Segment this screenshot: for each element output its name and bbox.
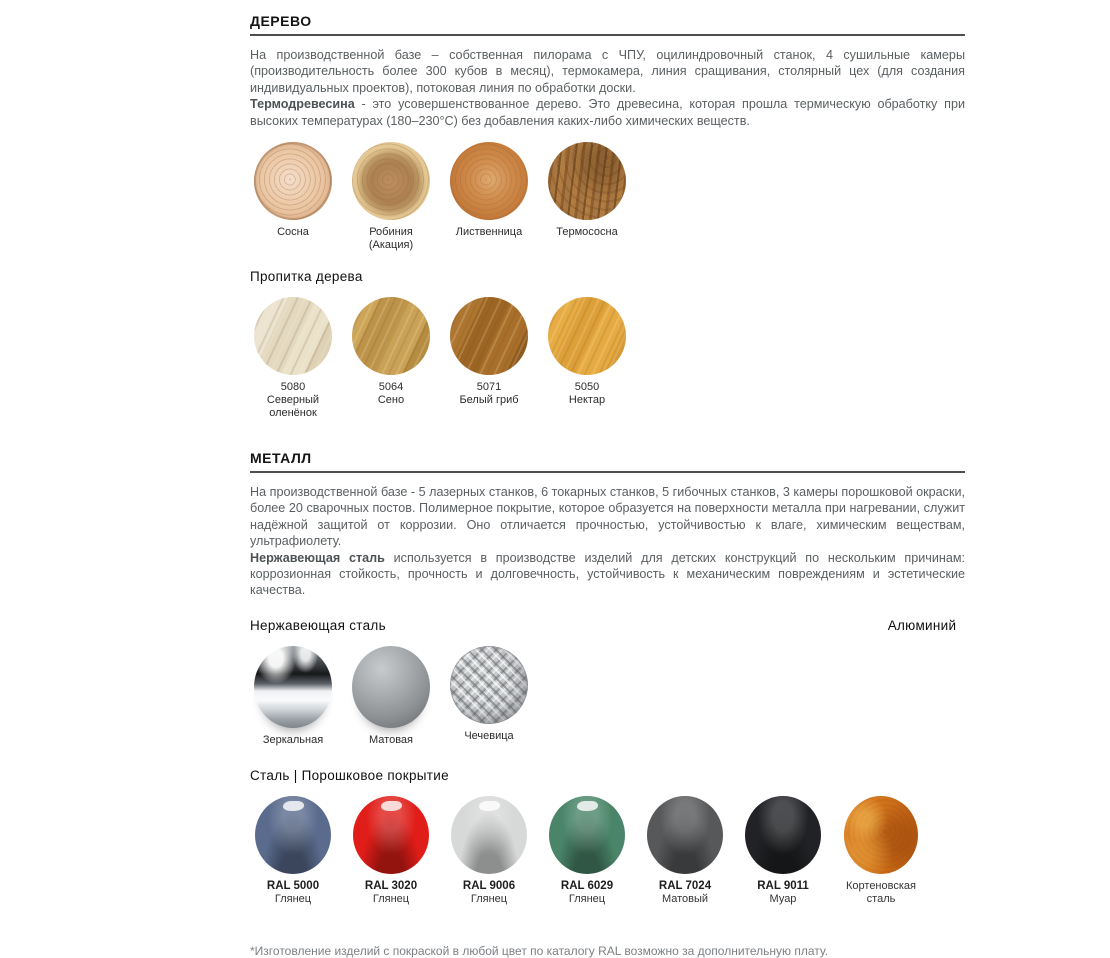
- ral-9011-label: [757, 880, 809, 906]
- ral-6029-swatch: [549, 796, 625, 874]
- stain-5080-label: [250, 381, 336, 420]
- impregnation-title: Пропитка дерева: [250, 269, 363, 285]
- metal-subheadings: [250, 618, 965, 633]
- ral-9006: [446, 796, 532, 906]
- stainless-paragraph: [250, 550, 965, 599]
- ral-7024-swatch: [647, 796, 723, 874]
- stain-5071-swatch: [450, 297, 528, 375]
- thermopine-label: Термососна: [556, 226, 618, 239]
- ral-finish: Матовый: [661, 892, 709, 905]
- thermowood-term: Термодревесина: [250, 97, 355, 112]
- aluminum-heading: Алюминий: [887, 617, 957, 633]
- ral-9011: [740, 796, 826, 906]
- impregnation-5050: [544, 297, 630, 407]
- wood-species-larch: [446, 142, 532, 239]
- ral-finish: Глянец: [568, 892, 606, 905]
- matte-steel-label: Матовая: [369, 733, 413, 746]
- stain-name: Белый гриб: [459, 394, 519, 407]
- stain-5064-label: [378, 381, 404, 407]
- ral-code: RAL 3020: [364, 879, 418, 892]
- larch-swatch: [450, 142, 528, 220]
- stainless-heading: Нержавеющая сталь: [250, 617, 386, 633]
- ral-finish: Муар: [769, 892, 797, 905]
- stain-5064-swatch: [352, 297, 430, 375]
- ral-9011-swatch: [745, 796, 821, 874]
- wood-section-title: ДЕРЕВО: [250, 13, 312, 29]
- thermowood-description: - это усовершенствованное дерево. Это древесина, которая прошла термическую обработку при высоких температурах (180–230°С) без добавления каких-либо химических веществ.: [250, 97, 965, 128]
- stain-5071-label: [459, 381, 518, 407]
- impregnation-5080: [250, 297, 336, 420]
- ral-code: RAL 7024: [658, 879, 712, 892]
- ral-code: RAL 5000: [266, 879, 320, 892]
- metal-section-title: МЕТАЛЛ: [250, 450, 312, 467]
- ral-7024: [642, 796, 728, 906]
- impregnation-row: [250, 297, 965, 420]
- stainless-row: [250, 646, 965, 747]
- section-divider: [250, 34, 965, 36]
- materials-page: [250, 0, 965, 958]
- stainless-matte: [348, 646, 434, 747]
- section-divider: [250, 471, 965, 473]
- impregnation-5071: [446, 297, 532, 407]
- ral-finish: Глянец: [470, 892, 508, 905]
- stain-code: 5080: [280, 381, 306, 394]
- corten-steel-label: Кортеновская сталь: [846, 879, 916, 905]
- mirror-steel-label: Зеркальная: [262, 733, 324, 746]
- aluminum-lentil: [446, 646, 532, 743]
- matte-steel-swatch: [352, 646, 430, 728]
- wood-species-robinia: [348, 142, 434, 252]
- ral-finish: Глянец: [274, 892, 312, 905]
- ral-5000-swatch: [255, 796, 331, 874]
- thermowood-paragraph: [250, 96, 965, 129]
- ral-3020: [348, 796, 434, 906]
- ral-5000: [250, 796, 336, 906]
- ral-9006-swatch: [451, 796, 527, 874]
- robinia-label: Робиния (Акация): [368, 226, 414, 252]
- corten-steel-swatch: [844, 796, 918, 874]
- impregnation-5064: [348, 297, 434, 407]
- ral-6029: [544, 796, 630, 906]
- ral-code: RAL 9011: [757, 879, 809, 892]
- ral-3020-swatch: [353, 796, 429, 874]
- powder-coating-title: Сталь | Порошковое покрытие: [250, 767, 449, 783]
- stain-name: Северный оленёнок: [266, 394, 320, 420]
- stain-5080-swatch: [254, 297, 332, 375]
- stainless-mirror: [250, 646, 336, 747]
- ral-code: RAL 6029: [560, 879, 614, 892]
- mirror-steel-swatch: [254, 646, 332, 728]
- ral-finish: Глянец: [372, 892, 410, 905]
- thermopine-swatch: [548, 142, 626, 220]
- wood-species-pine: [250, 142, 336, 239]
- pine-label: Сосна: [277, 226, 309, 239]
- stain-name: Нектар: [568, 394, 606, 407]
- powder-coating-row: [250, 796, 965, 906]
- stainless-term: Нержавеющая сталь: [250, 550, 385, 565]
- wood-intro-paragraph: [250, 47, 965, 96]
- pine-swatch: [254, 142, 332, 220]
- stain-name: Сено: [377, 394, 405, 407]
- ral-9006-label: [463, 880, 515, 906]
- stain-code: 5064: [378, 381, 404, 394]
- corten-steel: [838, 796, 924, 906]
- ral-6029-label: [561, 880, 613, 906]
- wood-species-thermopine: [544, 142, 630, 239]
- ral-5000-label: [267, 880, 319, 906]
- ral-footnote: *Изготовление изделий с покраской в любой цвет по каталогу RAL возможно за дополнительную плату.: [250, 943, 829, 958]
- larch-label: Лиственница: [455, 226, 523, 239]
- stainless-description: используется в производстве изделий для детских конструкций по нескольким причинам: коррозионная стойкость, прочность и долговечность, устойчивость к механическим повреждениям и эстетические качества.: [250, 550, 965, 598]
- wood-section: [250, 13, 965, 420]
- stain-5050-label: [569, 381, 605, 407]
- ral-code: RAL 9006: [462, 879, 516, 892]
- metal-section: [250, 450, 965, 906]
- metal-intro-paragraph: [250, 484, 965, 550]
- metal-intro-text: На производственной базе - 5 лазерных станков, 6 токарных станков, 5 гибочных станков, 3 камеры порошковой окраски, более 20 сварочных постов. Полимерное покрытие, которое образуется на поверхности металла при нагревании, служит надёжной защитой от коррозии. Оно отличается прочностью, устойчивостью к влаге, химическим веществам, ультрафиолету.: [250, 485, 965, 549]
- stain-5050-swatch: [548, 297, 626, 375]
- wood-species-row: [250, 142, 965, 252]
- aluminum-checker-swatch: [450, 646, 528, 724]
- stain-code: 5071: [476, 381, 502, 394]
- aluminum-label: Чечевица: [464, 729, 514, 742]
- stain-code: 5050: [574, 381, 600, 394]
- ral-3020-label: [365, 880, 417, 906]
- robinia-swatch: [352, 142, 430, 220]
- wood-intro-text: На производственной базе – собственная пилорама с ЧПУ, оцилиндровочный станок, 4 сушильные камеры (производительность более 300 кубов в месяц), термокамера, линия сращивания, столярный цех (для создания индивидуальных проектов), потоковая линия по обработки доски.: [250, 48, 965, 95]
- ral-7024-label: [659, 880, 711, 906]
